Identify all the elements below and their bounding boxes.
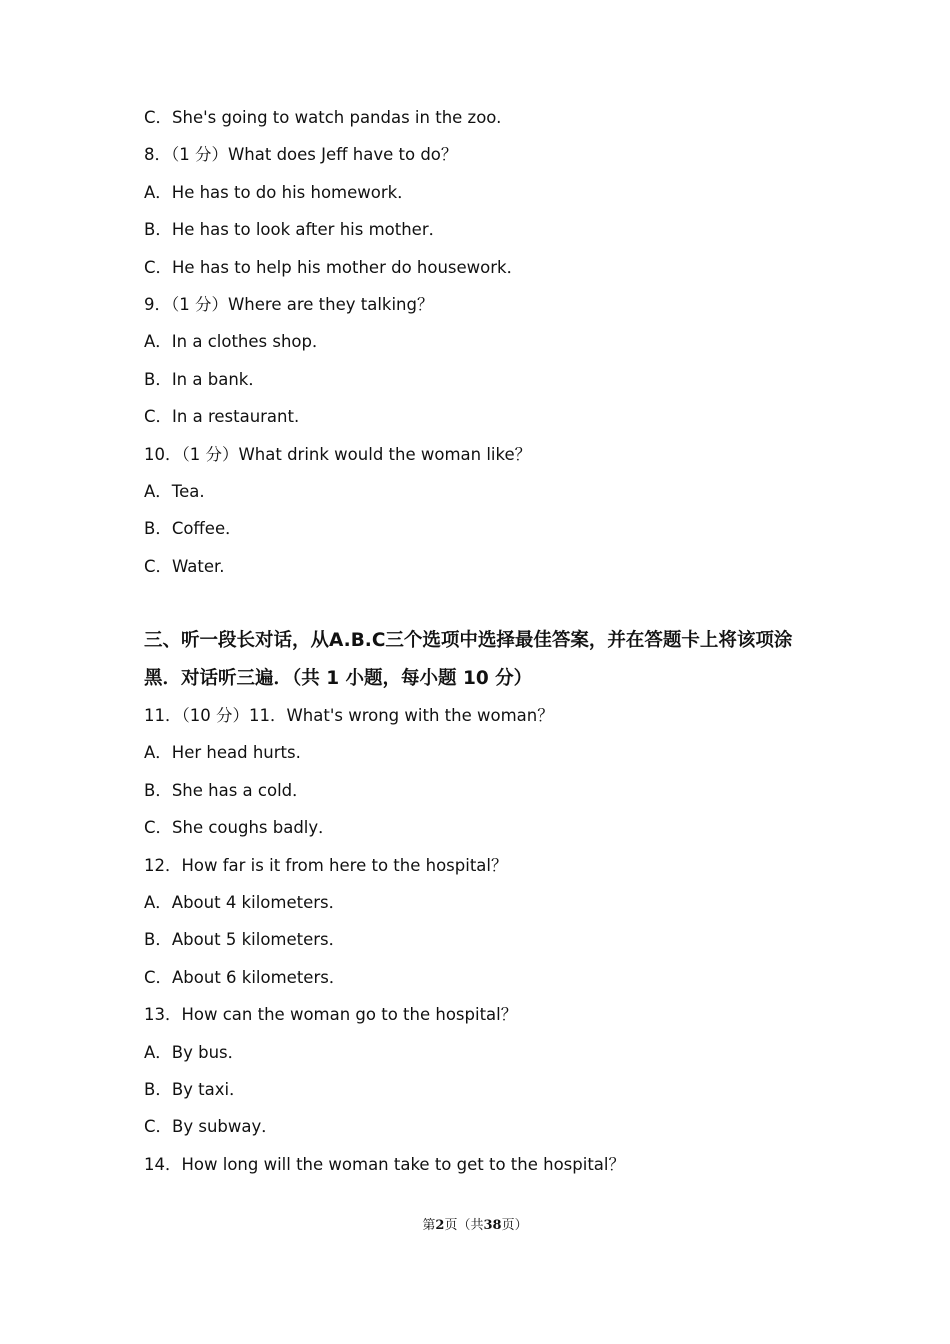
option-line: B．He has to look after his mother． bbox=[144, 220, 446, 240]
option-line: A．In a clothes shop． bbox=[144, 332, 329, 352]
question-line: 8．（1 分）What does Jeff have to do？ bbox=[144, 145, 458, 165]
option-line: C．She coughs badly． bbox=[144, 818, 335, 838]
option-line: B．In a bank． bbox=[144, 369, 265, 389]
option-line: C．He has to help his mother do housework． bbox=[144, 257, 524, 277]
option-line: B．About 5 kilometers． bbox=[144, 930, 346, 950]
footer-total-pages: 38 bbox=[483, 1218, 502, 1233]
question-line: 9．（1 分）Where are they talking？ bbox=[144, 294, 434, 314]
question-line: 10．（1 分）What drink would the woman like？ bbox=[144, 444, 532, 464]
option-line: C．Water. bbox=[144, 556, 225, 576]
question-line: 14．How long will the woman take to get to the hospital？ bbox=[144, 1154, 625, 1174]
option-line: C．By subway． bbox=[144, 1117, 278, 1137]
footer-prefix: 第 bbox=[422, 1218, 436, 1233]
question-line: 12．How far is it from here to the hospital？ bbox=[144, 855, 508, 875]
option-line: A．He has to do his homework． bbox=[144, 182, 414, 202]
option-line: C．She's going to watch pandas in the zoo. bbox=[144, 108, 502, 127]
footer-middle: 页（共 bbox=[444, 1218, 484, 1233]
option-line: A．About 4 kilometers． bbox=[144, 893, 346, 913]
option-line: B．She has a cold． bbox=[144, 780, 309, 800]
option-line: A．Her head hurts. bbox=[144, 743, 301, 763]
section-gap bbox=[144, 585, 824, 622]
question-line: 11．（10 分）11．What's wrong with the woman？ bbox=[144, 706, 554, 726]
option-line: A．Tea. bbox=[144, 481, 205, 501]
question-line: 13．How can the woman go to the hospital？ bbox=[144, 1005, 518, 1025]
option-line: B．By taxi． bbox=[144, 1079, 246, 1099]
section-heading: 三、听一段长对话，从A.B.C三个选项中选择最佳答案，并在答题卡上将该项涂黑．对话听三遍．（共 1 小题，每小题 10 分） bbox=[144, 630, 793, 689]
option-line: C．About 6 kilometers． bbox=[144, 967, 346, 987]
option-line: C．In a restaurant. bbox=[144, 407, 300, 427]
question-content bbox=[144, 99, 824, 1183]
option-line: B．Coffee． bbox=[144, 519, 242, 539]
option-line: A．By bus． bbox=[144, 1042, 245, 1062]
footer-page-number: 2 bbox=[435, 1218, 445, 1233]
page-footer bbox=[0, 1214, 950, 1233]
footer-suffix: 页） bbox=[501, 1218, 528, 1233]
